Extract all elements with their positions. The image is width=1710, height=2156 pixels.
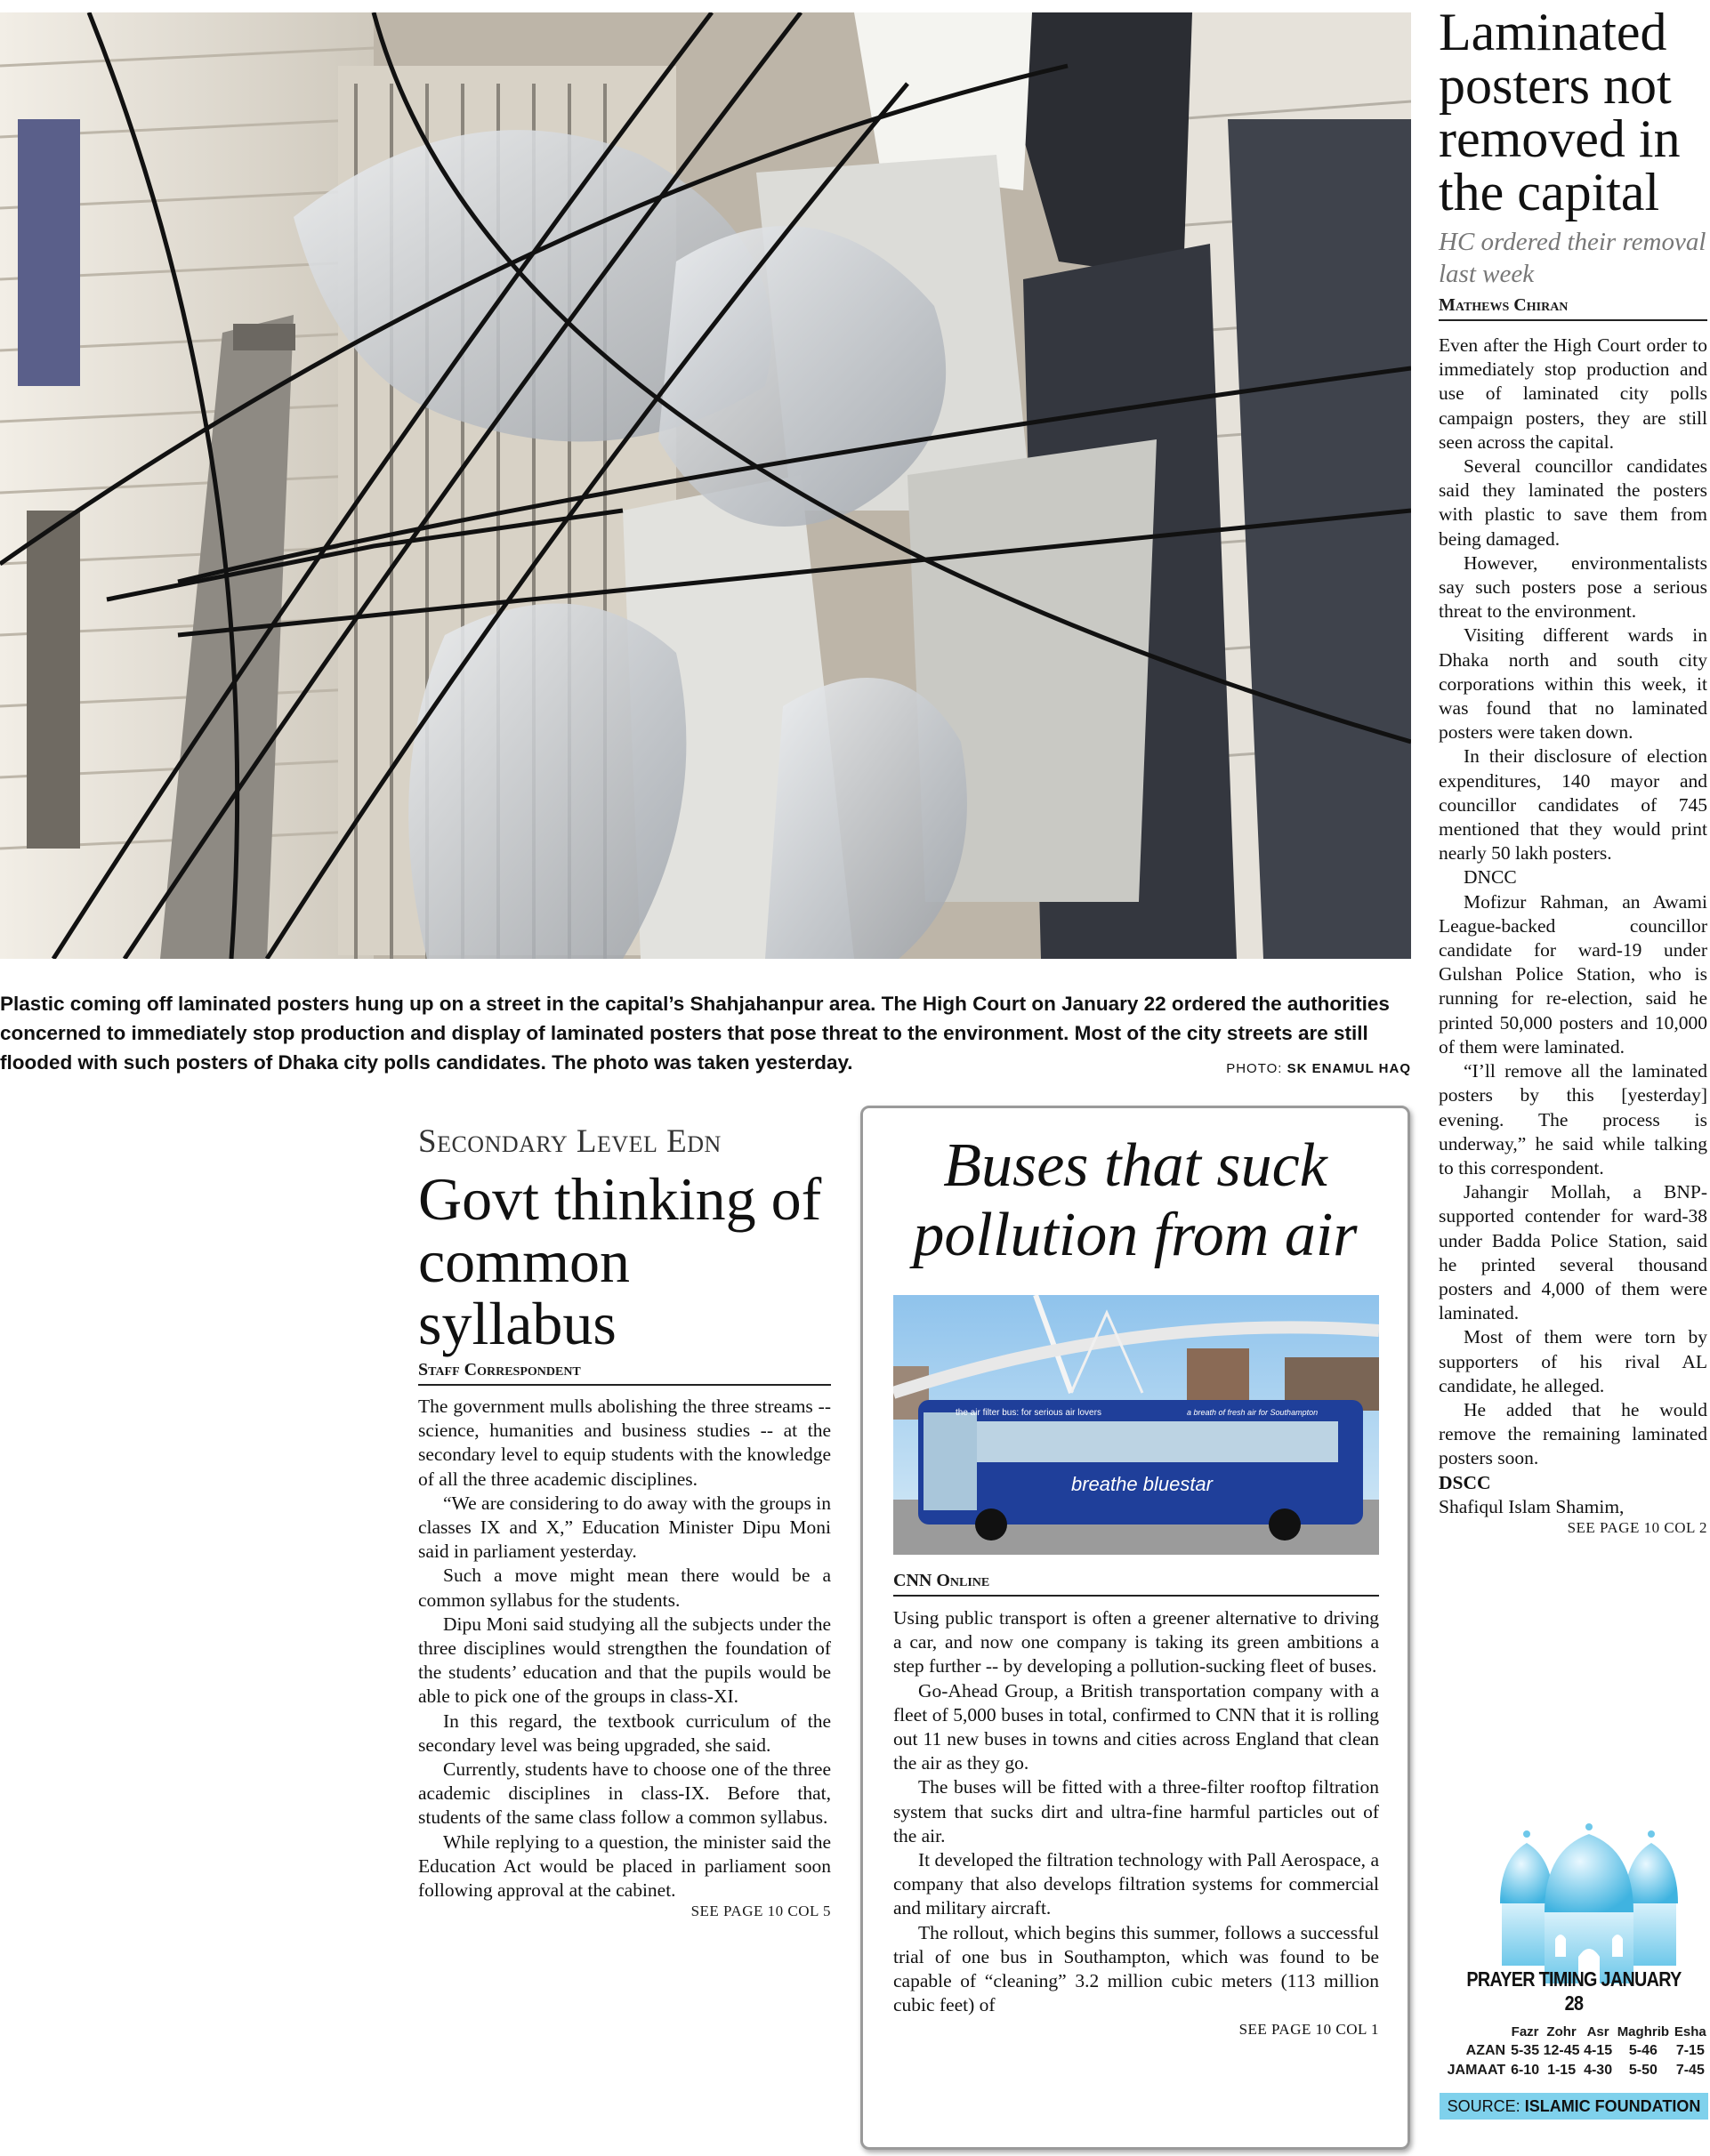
prayer-time: 7-15 — [1675, 2043, 1705, 2058]
main-paragraph: Visiting different wards in Dhaka north and south city corporations within this week, it was found that no laminated posters were taken down. — [1439, 624, 1707, 744]
laminated-posters-photo — [0, 12, 1411, 959]
main-headline: Laminated posters not removed in the capital — [1439, 3, 1681, 221]
bus-photo — [893, 1295, 1379, 1555]
bus-byline: CNN Online — [893, 1571, 1379, 1597]
main-paragraph: DNCC — [1464, 866, 1517, 889]
prayer-row-jamaat — [1440, 2061, 1708, 2080]
prayer-header-empty — [1440, 2023, 1509, 2041]
prayer-title: PRAYER TIMING JANUARY 28 — [1466, 1967, 1682, 2015]
main-paragraph: Mofizur Rahman, an Awami League-backed councillor candidate for ward-19 under Gulshan Police Station, who is running for re-election, said he printed 50,000 posters and 10,000 of them were laminated. — [1439, 890, 1707, 1058]
main-paragraph: However, environmentalists say such posters pose a serious threat to the environment. — [1439, 551, 1707, 623]
photo-credit-name: SK ENAMUL HAQ — [1287, 1061, 1411, 1076]
syllabus-paragraph: While replying to a question, the minister said the Education Act would be placed in parliament soon following approval at the cabinet. — [418, 1830, 831, 1902]
bus-paragraph: Go-Ahead Group, a British transportation company with a fleet of 5,000 buses in total, confirmed to CNN that it is rolling out 11 new buses in towns and cities across England that clean the air as they go. — [893, 1679, 1379, 1774]
main-story — [1439, 5, 1707, 1537]
main-subsection: DSCC — [1439, 1471, 1491, 1493]
prayer-col-header: Asr — [1586, 2024, 1609, 2039]
main-paragraph: In their disclosure of election expenditures, 140 mayor and councillor candidates of 745 mentioned that they would print nearly 50 lakh posters. — [1439, 745, 1707, 865]
prayer-row-azan — [1440, 2041, 1708, 2061]
main-paragraph: He added that he would remove the remaining laminated posters soon. — [1439, 1398, 1707, 1469]
bus-story-box — [860, 1106, 1410, 2150]
main-paragraph: Even after the High Court order to immediately stop production and use of laminated city polls campaign posters, they are still seen across the capital. — [1439, 334, 1707, 453]
prayer-source — [1440, 2093, 1708, 2120]
bus-brand: breathe bluestar — [1071, 1473, 1213, 1495]
prayer-col-header: Fazr — [1511, 2024, 1539, 2039]
main-last-line: Shafiqul Islam Shamim, — [1439, 1495, 1625, 1517]
prayer-time: 5-50 — [1628, 2063, 1658, 2078]
main-paragraph: “I’ll remove all the laminated posters by this [yesterday] evening. The process is underway,” he said while talking to this correspondent. — [1439, 1060, 1707, 1179]
prayer-row-label: JAMAAT — [1447, 2063, 1506, 2078]
caption-text: Plastic coming off laminated posters hung up on a street in the capital’s Shahjahanpur area. The High Court on January 22 ordered the authorities concerned to immediately stop production and display of laminated posters that pose threat to the environment. Most of the city streets are still flooded with such posters of Dhaka city polls candidates. The photo was taken yesterday. — [0, 993, 1390, 1074]
prayer-col-header: Zohr — [1546, 2024, 1577, 2039]
lead-photo — [0, 12, 1411, 959]
bus-paragraph: It developed the filtration technology with Pall Aerospace, a company that also develops filtration systems for commercial and military aircraft. — [893, 1849, 1379, 1919]
prayer-time: 12-45 — [1543, 2043, 1580, 2058]
photo-credit — [1226, 1054, 1411, 1083]
bus-paragraph: The rollout, which begins this summer, follows a successful trial of one bus in Southampton, which was found to be capable of “cleaning” 3.2 million cubic meters (113 million cubic feet) of — [893, 1921, 1379, 2016]
main-paragraph: Jahangir Mollah, a BNP-supported contender for ward-38 under Badda Police Station, said he printed several thousand posters and 4,000 of them were laminated. — [1439, 1181, 1707, 1324]
syllabus-paragraph: In this regard, the textbook curriculum of the secondary level was being upgraded, she said. — [418, 1710, 831, 1756]
prayer-source-name: ISLAMIC FOUNDATION — [1524, 2097, 1701, 2115]
photo-credit-label: PHOTO: — [1226, 1061, 1283, 1076]
prayer-time: 4-15 — [1584, 2043, 1613, 2058]
syllabus-byline: Staff Correspondent — [418, 1360, 831, 1386]
main-paragraph: Most of them were torn by supporters of his rival AL candidate, he alleged. — [1439, 1326, 1707, 1396]
syllabus-paragraph: Dipu Moni said studying all the subjects under the three disciplines would strengthen the foundation of the students’ education and that the pupils would be able to pick one of the groups in class-XI. — [418, 1613, 831, 1708]
syllabus-body — [418, 1395, 831, 1903]
syllabus-kicker: Secondary Level Edn — [418, 1123, 722, 1160]
main-byline: Mathews Chiran — [1439, 295, 1707, 321]
bus-paragraph: Using public transport is often a greener alternative to driving a car, and now one company is taking its green ambitions a step further -- by developing a pollution-sucking fleet of buses. — [893, 1607, 1379, 1677]
syllabus-paragraph: “We are considering to do away with the groups in classes IX and X,” Education Minister Dipu Moni said in parliament yesterday. — [418, 1492, 831, 1563]
syllabus-headline: Govt thinking of common syllabus — [418, 1165, 822, 1357]
prayer-header-row — [1440, 2023, 1708, 2041]
bus-tagline: a breath of fresh air for Southampton — [1187, 1408, 1319, 1417]
prayer-table — [1440, 2023, 1708, 2080]
bus-banner: the air filter bus: for serious air lovers — [956, 1408, 1101, 1418]
prayer-row-label: AZAN — [1465, 2043, 1506, 2058]
main-body — [1439, 334, 1707, 1519]
prayer-time: 1-15 — [1547, 2063, 1577, 2078]
bus-illustration — [893, 1295, 1379, 1555]
bus-jump-link[interactable]: SEE PAGE 10 COL 1 — [1238, 2021, 1379, 2039]
main-jump-link[interactable]: SEE PAGE 10 COL 2 — [1567, 1518, 1707, 1536]
prayer-col-header: Maghrib — [1617, 2024, 1670, 2039]
syllabus-story — [418, 1122, 831, 1920]
prayer-time: 4-30 — [1584, 2063, 1613, 2078]
bus-paragraph: The buses will be fitted with a three-filter rooftop filtration system that sucks dirt and ultra-fine harmful particles out of the air. — [893, 1776, 1379, 1846]
syllabus-paragraph: The government mulls abolishing the three streams -- science, humanities and business studies -- at the secondary level to equip students with the knowledge of all the three academic disciplines. — [418, 1396, 831, 1490]
syllabus-jump-link[interactable]: SEE PAGE 10 COL 5 — [690, 1903, 831, 1920]
syllabus-paragraph: Such a move might mean there would be a common syllabus for the students. — [418, 1565, 831, 1611]
main-paragraph: Several councillor candidates said they laminated the posters with plastic to save them from being damaged. — [1439, 455, 1707, 550]
bus-body — [893, 1606, 1379, 2042]
prayer-time: 6-10 — [1511, 2063, 1540, 2078]
prayer-timing — [1440, 1967, 1708, 2120]
prayer-time: 5-46 — [1628, 2043, 1658, 2058]
prayer-time: 7-45 — [1675, 2063, 1705, 2078]
syllabus-paragraph: Currently, students have to choose one of the three academic disciplines in class-IX. Before that, students of the same class follow a common syllabus. — [418, 1758, 831, 1829]
photo-caption — [0, 989, 1411, 1085]
main-subhead: HC ordered their removal last week — [1439, 228, 1706, 288]
mosque-icon — [1491, 1823, 1687, 1983]
prayer-time: 5-35 — [1511, 2043, 1540, 2058]
prayer-col-header: Esha — [1674, 2024, 1706, 2039]
bus-headline: Buses that suck pollution from air — [913, 1131, 1358, 1269]
prayer-source-label: SOURCE: — [1447, 2097, 1520, 2115]
